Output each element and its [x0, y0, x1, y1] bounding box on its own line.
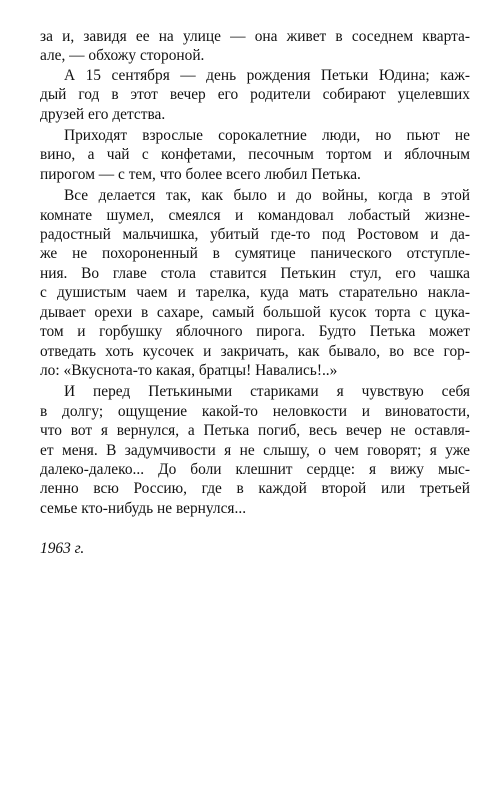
text-line: ния. Во главе стола ставится Петькин стул, его чашка	[40, 264, 470, 282]
text-line: вино, а чай с конфетами, песочным тортом и яблочным	[40, 146, 470, 164]
text-line: же не похороненный в сумятице панического отступле-	[40, 245, 470, 263]
text-line: комнате шумел, смеялся и командовал лобастый жизне-	[40, 206, 470, 224]
text-line: отведать хоть кусочек и закричать, как бывало, во все гор-	[40, 342, 470, 360]
text-line: дывает орехи в сахаре, самый большой кусок торта с цука-	[40, 303, 470, 321]
text-line: семье кто-нибудь не вернулся...	[40, 499, 247, 517]
text-line: с душистым чаем и тарелка, куда мать старательно накла-	[40, 284, 470, 302]
text-line: далеко-далеко... До боли клешнит сердце: я вижу мыс-	[40, 460, 470, 478]
text-line: але, — обхожу стороной.	[40, 47, 205, 65]
text-line: пирогом — с тем, что более всего любил Петька.	[40, 165, 361, 183]
text-line: радостный мальчишка, убитый где-то под Ростовом и да-	[40, 226, 470, 244]
text-line: в долгу; ощущение какой-то неловкости и виноватости,	[40, 402, 470, 420]
text-line: ет меня. В задумчивости я не слышу, о чем говорят; я уже	[40, 441, 470, 459]
text-line: что вот я вернулся, а Петька погиб, весь вечер не оставля-	[40, 422, 470, 440]
text-line: том и горбушку яблочного пирога. Будто Петька может	[40, 323, 470, 341]
date-line: 1963 г.	[40, 540, 85, 558]
text-line: за и, завидя ее на улице — она живет в соседнем кварта-	[40, 28, 470, 45]
text-line: Приходят взрослые сорокалетние люди, но пьют не	[64, 127, 470, 145]
text-line: И перед Петькиными стариками я чувствую себя	[64, 383, 470, 401]
book-page	[40, 27, 470, 559]
paragraph-table	[40, 186, 470, 380]
text-line: А 15 сентября — день рождения Петьки Юдина; каж-	[64, 66, 470, 84]
paragraph-guests	[40, 126, 470, 184]
paragraph-birthday	[40, 66, 470, 124]
text-line: дый год в этот вечер его родители собирают уцелевших	[40, 86, 470, 104]
text-line: друзей его детства.	[40, 105, 166, 123]
paragraph-continuation	[40, 27, 470, 66]
text-line: ло: «Вкуснота-то какая, братцы! Навались!..»	[40, 361, 338, 379]
text-line: Все делается так, как было и до войны, когда в этой	[64, 187, 470, 205]
paragraph-debt	[40, 382, 470, 518]
text-line: ленно всю Россию, где в каждой второй или третьей	[40, 480, 470, 498]
